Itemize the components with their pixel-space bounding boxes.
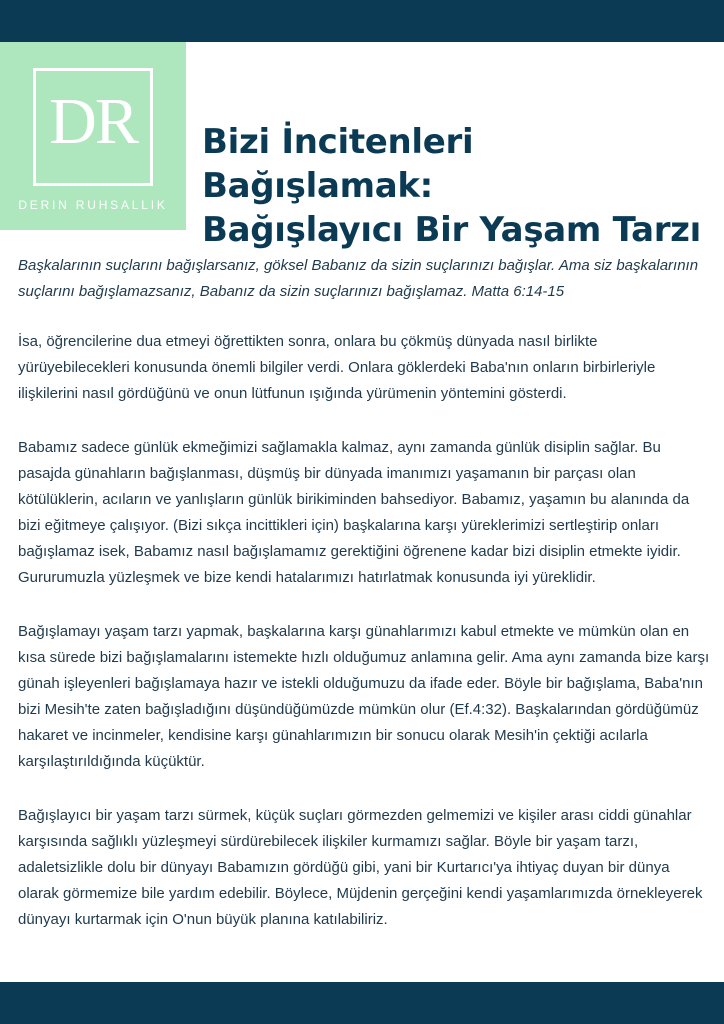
- bottom-banner-bar: [0, 982, 724, 1024]
- paragraph-3: Bağışlamayı yaşam tarzı yapmak, başkalarına karşı günahlarımızı kabul etmekte ve mümkün olan en kısa sürede bizi bağışlamalarını istemekte hızlı olduğumuz anlamına gelir. Ama aynı zamanda bize karşı günah işleyenleri bağışlamaya hazır ve istekli olduğumuzu da ifade eder. Böyle bir bağışlama, Baba'nın bizi Mesih'te zaten bağışladığını düşündüğümüzde mümkün olur (Ef.4:32). Başkalarından gördüğümüz hakaret ve incinmeler, kendisine karşı günahlarımızın bir sonucu olarak Mesih'in çektiği acılarla karşılaştırıldığında küçüktür.: [18, 623, 710, 770]
- logo-block: [0, 42, 186, 230]
- title-line-2: Bağışlayıcı Bir Yaşam Tarzı: [202, 210, 702, 250]
- title-line-1: Bizi İncitenleri Bağışlamak:: [202, 122, 474, 206]
- paragraph-4: Bağışlayıcı bir yaşam tarzı sürmek, küçük suçları görmezden gelmemizi ve kişiler arası ciddi günahlar karşısında sağlıklı yüzleşmeyi sürdürebilecek ilişkiler kurmamızı sağlar. Böyle bir yaşam tarzı, adaletsizlikle dolu bir dünyayı Babamızın gördüğü gibi, yani bir Kurtarıcı'ya ihtiyaç duyan bir dünya olarak görmemize bile yardım edebilir. Böylece, Müjdenin gerçeğini kendi yaşamlarımızda örnekleyerek dünyayı kurtarmak için O'nun büyük planına katılabiliriz.: [18, 807, 703, 928]
- paragraph-2: Babamız sadece günlük ekmeğimizi sağlamakla kalmaz, aynı zamanda günlük disiplin sağlar. Bu pasajda günahların bağışlanması, düşmüş bir dünyada imanımızı yaşamanın bir parçası olan kötülüklerin, acıların ve yanlışların günlük birikiminden bahsediyor. Babamız, yaşamın bu alanında da bizi eğitmeye çalışıyor. (Bizi sıkça incittikleri için) başkalarına karşı yüreklerimizi sertleştirip onları bağışlamaz isek, Babamız nasıl bağışlamamız gerektiğini öğrenene kadar bizi disiplin etmekte iyidir. Gururumuzla yüzleşmek ve bize kendi hatalarımızı hatırlatmak konusunda iyi yüreklidir.: [18, 439, 690, 586]
- logo-monogram: DR: [49, 85, 137, 158]
- logo-wordmark: DERIN RUHSALLIK: [18, 198, 168, 212]
- logo-frame: [33, 68, 153, 186]
- page-title: [202, 120, 712, 252]
- paragraph-1: İsa, öğrencilerine dua etmeyi öğrettikten sonra, onlara bu çökmüş dünyada nasıl birlikte yürüyebilecekleri konusunda önemli bilgiler verdi. Onlara göklerdeki Baba'nın onların birbirleriyle ilişkilerini nasıl gördüğünü ve onun lütfunun ışığında yürümenin yöntemini gösterdi.: [18, 333, 656, 402]
- scripture-quote: Başkalarının suçlarını bağışlarsanız, göksel Babanız da sizin suçlarınızı bağışlar. Ama siz başkalarının suçlarını bağışlamazsanız, Babanız da sizin suçlarınızı bağışlamaz. Matta 6:14-15: [18, 257, 699, 300]
- article-body: [18, 253, 712, 961]
- top-banner-bar: [0, 0, 724, 42]
